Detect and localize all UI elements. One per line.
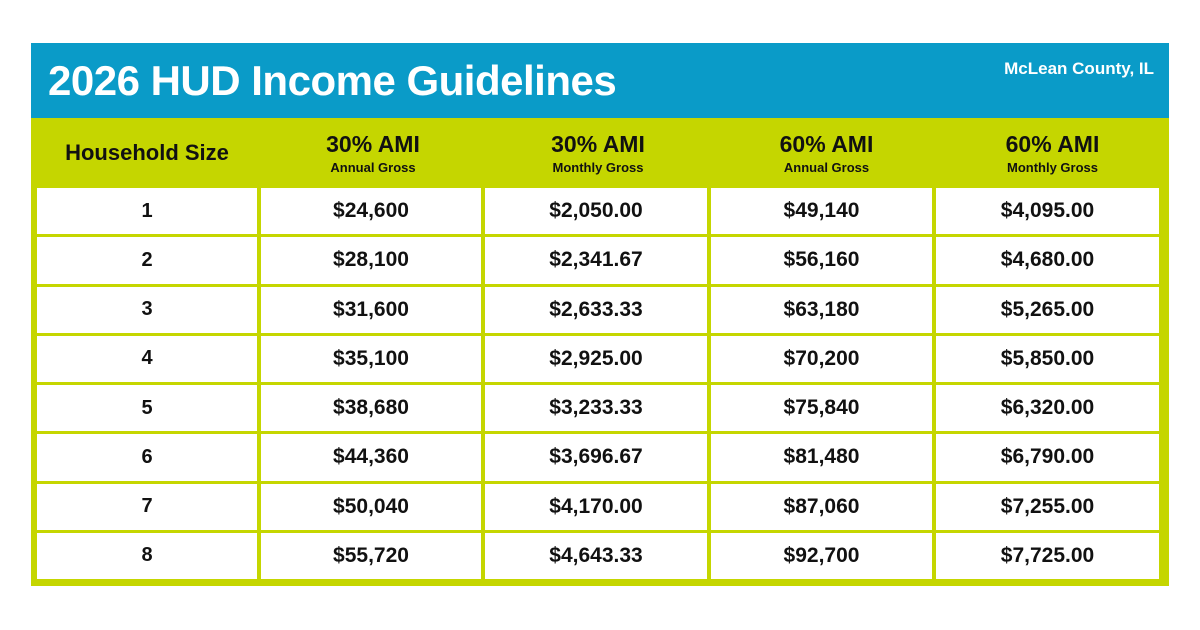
household-size-cell: 1 (37, 188, 257, 234)
ami30-monthly-cell: $2,633.33 (485, 287, 707, 333)
ami60-monthly-cell: $4,680.00 (936, 237, 1159, 283)
ami60-annual-cell: $92,700 (711, 533, 932, 579)
household-size-cell: 6 (37, 434, 257, 480)
ami60-annual-cell: $56,160 (711, 237, 932, 283)
ami30-annual-cell: $55,720 (261, 533, 481, 579)
ami60-annual-cell: $81,480 (711, 434, 932, 480)
household-size-cell: 4 (37, 336, 257, 382)
column-header-label: Household Size (65, 140, 229, 165)
column-header-label: 30% AMI (551, 130, 645, 157)
column-header-60-ami-annual (716, 118, 937, 188)
ami60-annual-cell: $70,200 (711, 336, 932, 382)
ami30-annual-cell: $50,040 (261, 484, 481, 530)
location-label: McLean County, IL (1004, 59, 1154, 78)
ami60-annual-cell: $63,180 (711, 287, 932, 333)
ami60-annual-cell: $75,840 (711, 385, 932, 431)
ami60-annual-cell: $87,060 (711, 484, 932, 530)
ami30-annual-cell: $44,360 (261, 434, 481, 480)
column-header-label: 60% AMI (779, 130, 874, 157)
column-header-sublabel: Annual Gross (330, 159, 416, 175)
ami60-monthly-cell: $7,255.00 (936, 484, 1159, 530)
ami60-monthly-cell: $6,320.00 (936, 385, 1159, 431)
ami30-annual-cell: $28,100 (261, 237, 481, 283)
household-size-cell: 5 (37, 385, 257, 431)
ami30-annual-cell: $38,680 (261, 385, 481, 431)
column-header-60-ami-monthly (941, 118, 1164, 188)
ami60-annual-cell: $49,140 (711, 188, 932, 234)
income-guidelines-card (31, 43, 1169, 586)
ami30-annual-cell: $35,100 (261, 336, 481, 382)
table-header-row (31, 118, 1169, 188)
ami30-monthly-cell: $2,925.00 (485, 336, 707, 382)
household-size-cell: 8 (37, 533, 257, 579)
household-size-cell: 2 (37, 237, 257, 283)
ami60-monthly-cell: $5,265.00 (936, 287, 1159, 333)
ami30-annual-cell: $24,600 (261, 188, 481, 234)
title-bar (31, 43, 1169, 118)
column-header-household-size (39, 118, 255, 188)
ami30-monthly-cell: $2,341.67 (485, 237, 707, 283)
column-header-label: 60% AMI (1005, 130, 1100, 157)
ami60-monthly-cell: $5,850.00 (936, 336, 1159, 382)
ami60-monthly-cell: $4,095.00 (936, 188, 1159, 234)
ami30-monthly-cell: $3,233.33 (485, 385, 707, 431)
page-title: 2026 HUD Income Guidelines (48, 57, 617, 104)
column-header-sublabel: Monthly Gross (552, 159, 644, 175)
income-table-body (37, 188, 1163, 579)
household-size-cell: 7 (37, 484, 257, 530)
ami30-monthly-cell: $3,696.67 (485, 434, 707, 480)
column-header-sublabel: Monthly Gross (1006, 159, 1098, 175)
ami60-monthly-cell: $7,725.00 (936, 533, 1159, 579)
ami30-monthly-cell: $4,643.33 (485, 533, 707, 579)
column-header-label: 30% AMI (326, 130, 420, 157)
ami60-monthly-cell: $6,790.00 (936, 434, 1159, 480)
column-header-sublabel: Annual Gross (783, 159, 870, 175)
ami30-monthly-cell: $2,050.00 (485, 188, 707, 234)
column-header-30-ami-annual (263, 118, 483, 188)
household-size-cell: 3 (37, 287, 257, 333)
ami30-monthly-cell: $4,170.00 (485, 484, 707, 530)
column-header-30-ami-monthly (487, 118, 709, 188)
ami30-annual-cell: $31,600 (261, 287, 481, 333)
